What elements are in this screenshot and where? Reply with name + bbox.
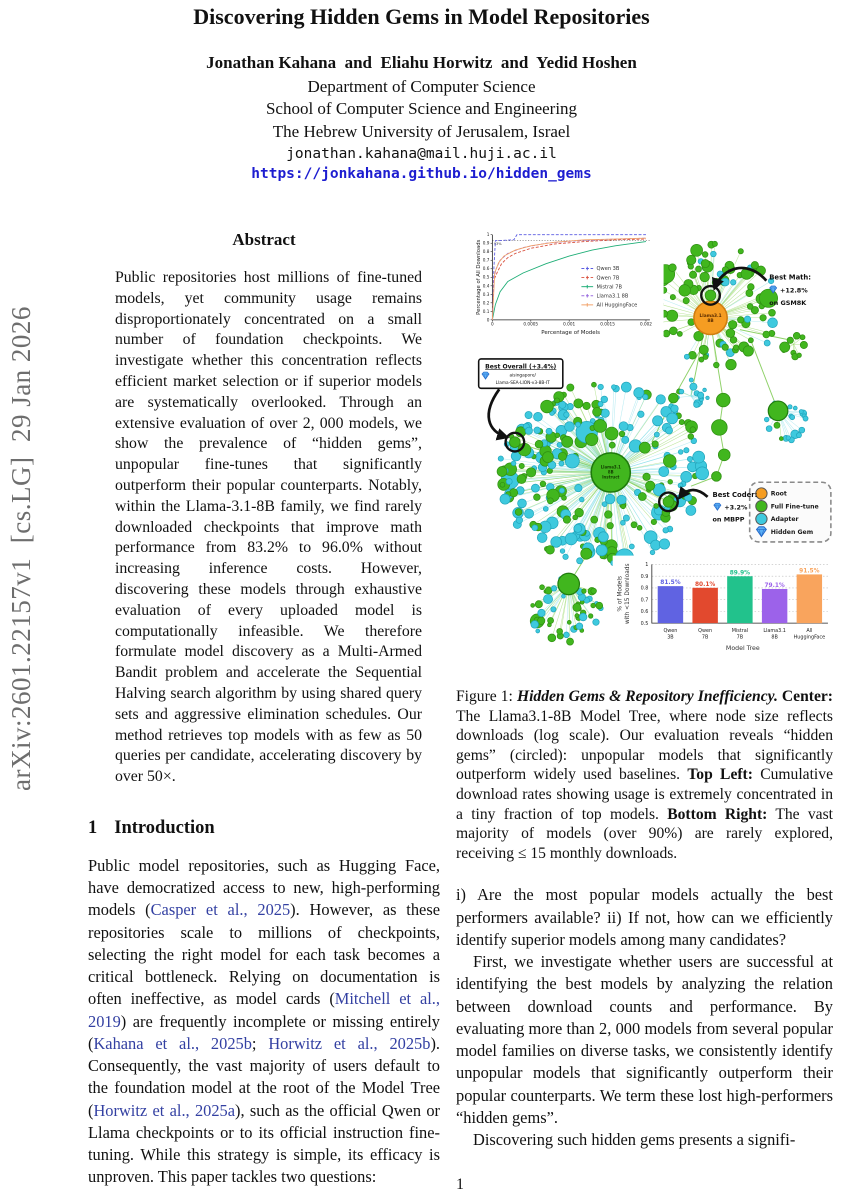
text-segment: The Llama3.1-8B Model Tree, where node size reflects downloads (log scale). Our evaluation reveals “hidden gems” (circled): unpopular models that significantly outperform widely used baselines. xyxy=(456,707,833,784)
svg-text:0.1: 0.1 xyxy=(482,308,490,314)
body-paragraph xyxy=(456,951,833,1129)
svg-text:All HuggingFace: All HuggingFace xyxy=(596,302,638,309)
svg-text:Best Math:: Best Math: xyxy=(769,273,812,282)
svg-text:Llama3.18B: Llama3.1 8B xyxy=(763,627,786,641)
low-download-share-chart xyxy=(613,556,833,658)
svg-text:Llama-SEA-LION-v3-8B-IT: Llama-SEA-LION-v3-8B-IT xyxy=(495,380,550,386)
svg-text:Llama3.1 8B: Llama3.1 8B xyxy=(596,293,629,300)
citation-link[interactable]: Mitchell et al., 2019 xyxy=(88,989,440,1031)
cumulative-downloads-chart xyxy=(468,224,664,342)
svg-text:Mistral 7B: Mistral 7B xyxy=(596,284,622,291)
svg-text:% of Modelswith <15 Downloads: % of Modelswith <15 Downloads xyxy=(617,563,631,625)
svg-text:Llama3.18B: Llama3.1 8B xyxy=(699,313,722,325)
svg-text:Hidden Gem: Hidden Gem xyxy=(770,528,814,536)
svg-text:0.4: 0.4 xyxy=(482,283,490,289)
svg-text:0.9: 0.9 xyxy=(482,240,490,246)
svg-text:Qwen 3B: Qwen 3B xyxy=(596,266,620,273)
svg-text:89.9%: 89.9% xyxy=(729,570,751,577)
text-segment: Top Left: xyxy=(687,766,753,784)
paper-title: Discovering Hidden Gems in Model Repositories xyxy=(193,4,650,29)
text-segment: Figure 1: xyxy=(456,688,517,705)
citation-link[interactable]: Kahana et al., 2025b xyxy=(93,1033,252,1053)
affiliation-block xyxy=(0,76,843,143)
citation-link[interactable]: Casper et al., 2025 xyxy=(150,900,291,920)
abstract-text: Public repositories host millions of fine-tuned models, yet community usage remains disproportionately concentrated on a small number of foundation checkpoints. We investigate whether this concentration reflects efficient market selection or if superior models are systematically overlooked. Through an extensive evaluation of over 2, 000 models, we show the prevalence of “hidden gems”, unpopular fine-tunes that significantly outperform their popular counterparts. Notably, within the Llama-3.1-8B family, we find rarely downloaded checkpoints that improve math performance from 83.2% to 96.0% without increasing inference costs. However, discovering these models through exhaustive evaluation of every uploaded model is computationally infeasible. We therefore formulate model discovery as a Multi-Armed Bandit problem and accelerate the Sequential Halving search algorithm by using shared query sets and aggressive elimination schedules. Our method retrieves top models with as few as 50 queries per candidate, accelerating discovery by over 50×. xyxy=(115,269,422,786)
body-paragraph xyxy=(456,1129,833,1151)
left-column xyxy=(88,230,440,1189)
svg-text:1: 1 xyxy=(645,562,649,569)
authors-line: Jonathan Kahana and Eliahu Horwitz and Yedid Hoshen xyxy=(206,53,637,72)
figure-1-caption xyxy=(456,687,833,863)
svg-text:0: 0 xyxy=(491,321,494,327)
svg-text:AllHuggingFace: All HuggingFace xyxy=(793,627,826,641)
svg-text:0.8: 0.8 xyxy=(482,249,490,255)
best-math-annotation xyxy=(769,274,811,307)
svg-text:Llama3.18BInstruct: Llama3.1 8B Instruct xyxy=(600,464,621,480)
text-segment: Public model repositories, such as Hugging Face, have democratized access to new, high-performing models ( xyxy=(88,855,440,920)
paper-header xyxy=(0,0,843,182)
page-number: 1 xyxy=(456,1176,464,1193)
text-segment: Cumulative download rates showing usage is extremely concentrated in a tiny fraction of top models. xyxy=(456,766,833,823)
text-segment: Hidden Gems & Repository Inefficiency. xyxy=(516,688,778,705)
citation-link[interactable]: Horwitz et al., 2025b xyxy=(268,1033,431,1053)
svg-text:Mistral7B: Mistral 7B xyxy=(731,627,749,641)
best-overall-arrow xyxy=(489,389,507,437)
right-column xyxy=(456,222,833,1151)
figure-1-graphic xyxy=(456,222,833,674)
svg-text:91.5%: 91.5% xyxy=(799,568,820,575)
svg-text:+3.2%: +3.2% xyxy=(724,503,748,512)
text-segment: Center: xyxy=(781,688,834,705)
svg-text:aisingapore/: aisingapore/ xyxy=(509,373,536,379)
svg-text:0.7: 0.7 xyxy=(482,257,490,263)
svg-text:Percentage of Models: Percentage of Models xyxy=(541,330,601,337)
svg-text:81.5%: 81.5% xyxy=(660,580,681,587)
text-segment: The vast majority of models (over 90%) are rarely explored, receiving ≤ 15 monthly downloads. xyxy=(456,805,833,862)
svg-text:0.002: 0.002 xyxy=(639,321,652,327)
svg-text:Best Coder:: Best Coder: xyxy=(712,490,758,499)
text-segment: ). Consequently, the vast majority of users default to the foundation model at the root of the Model Tree ( xyxy=(88,1033,440,1120)
svg-text:Percentage of All Downloads: Percentage of All Downloads xyxy=(476,239,483,315)
svg-text:on MBPP: on MBPP xyxy=(712,515,745,524)
citation-link[interactable]: Horwitz et al., 2025a xyxy=(93,1100,236,1120)
affiliation-line: The Hebrew University of Jerusalem, Israel xyxy=(272,121,571,141)
svg-text:Qwen 7B: Qwen 7B xyxy=(596,275,620,282)
svg-text:79.1%: 79.1% xyxy=(764,583,785,590)
text-segment: ). However, as these repositories scale to millions of checkpoints, selecting the right model for each task becomes a critical bottleneck. Relying on documentation is often ineffective, as model cards ( xyxy=(88,900,440,1009)
section-number: 1 xyxy=(88,817,98,838)
svg-text:0: 0 xyxy=(486,317,490,323)
svg-text:0.5: 0.5 xyxy=(640,620,649,627)
author-email: jonathan.kahana@mail.huji.ac.il xyxy=(286,145,557,162)
intro-paragraph xyxy=(88,855,440,1189)
svg-text:0.6: 0.6 xyxy=(482,266,490,272)
svg-text:93%: 93% xyxy=(493,241,502,246)
text-segment: Bottom Right: xyxy=(667,805,768,823)
svg-text:0.8: 0.8 xyxy=(640,585,649,592)
gem-icon xyxy=(714,503,721,510)
tree-legend xyxy=(750,482,831,542)
svg-text:80.1%: 80.1% xyxy=(694,581,716,588)
svg-text:0.5: 0.5 xyxy=(482,274,490,280)
svg-text:+12.8%: +12.8% xyxy=(780,286,808,295)
section-title: Introduction xyxy=(114,817,215,838)
svg-text:Qwen7B: Qwen 7B xyxy=(698,627,713,641)
svg-text:Adapter: Adapter xyxy=(770,516,799,524)
svg-text:0.001: 0.001 xyxy=(563,321,576,327)
svg-text:0.6: 0.6 xyxy=(640,609,649,616)
project-url-link[interactable]: https://jonkahana.github.io/hidden_gems xyxy=(251,165,592,182)
text-segment: Discovering such hidden gems presents a signifi- xyxy=(473,1130,796,1150)
svg-text:0.0015: 0.0015 xyxy=(600,321,615,327)
svg-text:Model Tree: Model Tree xyxy=(725,645,760,653)
svg-text:Qwen3B: Qwen 3B xyxy=(663,627,678,641)
svg-text:Full Fine-tune: Full Fine-tune xyxy=(770,503,819,511)
best-overall-annotation xyxy=(479,359,563,388)
text-segment: ), such as the official Qwen or Llama checkpoints or to its official instruction fine-tuning. While this strategy is simple, its efficacy is unproven. This paper tackles two questions: xyxy=(88,1100,440,1187)
body-paragraph xyxy=(456,884,833,951)
text-segment: i) Are the most popular models actually the best performers available? ii) If not, how can we efficiently identify superior models among many candidates? xyxy=(456,885,833,949)
svg-text:Root: Root xyxy=(770,490,787,498)
arxiv-watermark: arXiv:2601.22157v1 [cs.LG] 29 Jan 2026 xyxy=(6,306,36,792)
text-segment: ; xyxy=(251,1033,269,1053)
svg-text:0.3: 0.3 xyxy=(482,291,490,297)
svg-text:0.0005: 0.0005 xyxy=(523,321,539,327)
section-heading-introduction xyxy=(88,818,440,839)
affiliation-line: Department of Computer Science xyxy=(307,77,536,96)
svg-text:0.9: 0.9 xyxy=(640,573,649,580)
affiliation-line: School of Computer Science and Engineering xyxy=(265,99,578,119)
text-segment: First, we investigate whether users are successful at identifying the best models by analyzing the relation between download counts and performance. By evaluating more than 2, 000 models from several popular model families on diverse tasks, we consistently identify unpopular models that significantly outperform their popular counterparts. We term these lost high-performers “hidden gems”. xyxy=(456,952,833,1127)
svg-text:on GSM8K: on GSM8K xyxy=(769,299,807,308)
abstract-heading: Abstract xyxy=(232,230,296,249)
svg-text:0.7: 0.7 xyxy=(640,597,649,604)
svg-text:0.2: 0.2 xyxy=(482,300,490,306)
svg-text:Best Overall (+3.4%): Best Overall (+3.4%) xyxy=(485,363,557,371)
svg-text:1: 1 xyxy=(486,232,490,238)
text-segment: ) are frequently incomplete or missing entirely ( xyxy=(88,1011,440,1053)
